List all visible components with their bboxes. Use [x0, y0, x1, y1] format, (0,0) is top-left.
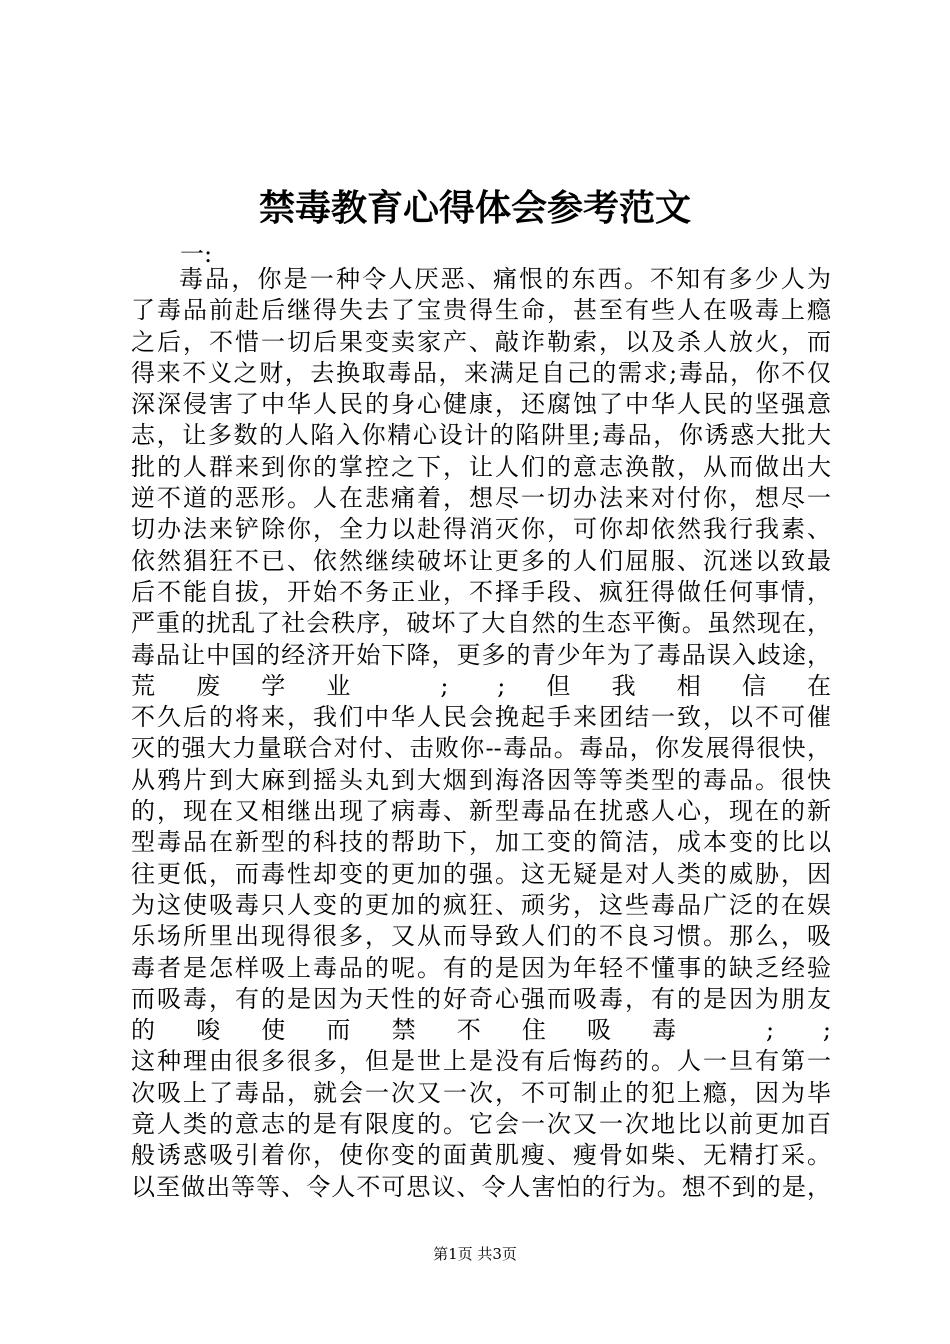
body-line: 这种理由很多很多，但是世上是没有后悔药的。人一旦有第一: [131, 1047, 831, 1076]
body-line: 毒品，你是一种令人厌恶、痛恨的东西。不知有多少人为: [179, 265, 831, 293]
body-line: 依然猖狂不已、依然继续破坏让更多的人们屈服、沉迷以致最: [131, 546, 831, 575]
body-line: 得来不义之财，去换取毒品，来满足自己的需求;毒品，你不仅: [131, 358, 831, 387]
body-line: 从鸦片到大麻到摇头丸到大烟到海洛因等等类型的毒品。很快: [131, 765, 831, 794]
body-line: 逆不道的恶形。人在悲痛着，想尽一切办法来对付你，想尽一: [131, 484, 831, 513]
document-title: 禁毒教育心得体会参考范文: [258, 188, 691, 229]
body-line: 为这使吸毒只人变的更加的疯狂、顽劣，这些毒品广泛的在娱: [131, 890, 831, 919]
section-label: 一:: [180, 240, 213, 268]
body-line: 的，现在又相继出现了病毒、新型毒品在扰惑人心，现在的新: [131, 797, 831, 826]
body-line: 毒品让中国的经济开始下降，更多的青少年为了毒品误入歧途，: [131, 640, 831, 669]
body-line: 以至做出等等、令人不可思议、令人害怕的行为。想不到的是，: [131, 1172, 831, 1201]
body-line: 往更低，而毒性却变的更加的强。这无疑是对人类的威胁，因: [131, 859, 831, 888]
body-line: 深深侵害了中华人民的身心健康，还腐蚀了中华人民的坚强意: [131, 390, 831, 419]
body-line: 型毒品在新型的科技的帮助下，加工变的简洁，成本变的比以: [131, 828, 831, 857]
body-line: 竟人类的意志的是有限度的。它会一次又一次地比以前更加百: [131, 1110, 831, 1139]
body-line: 般诱惑吸引着你，使你变的面黄肌瘦、瘦骨如柴、无精打采。: [131, 1141, 831, 1170]
body-line: 乐场所里出现得很多，又从而导致人们的不良习惯。那么，吸: [131, 922, 831, 951]
page-footer: 第1页 共3页: [433, 1245, 517, 1263]
body-line: 次吸上了毒品，就会一次又一次，不可制止的犯上瘾，因为毕: [131, 1078, 831, 1107]
body-line: 的唆使而禁不住吸毒 ; ;: [131, 1016, 831, 1045]
body-line: 而吸毒，有的是因为天性的好奇心强而吸毒，有的是因为朋友: [131, 984, 831, 1013]
body-line: 批的人群来到你的掌控之下，让人们的意志涣散，从而做出大: [131, 452, 831, 481]
body-line: 灭的强大力量联合对付、击败你--毒品。毒品，你发展得很快，: [131, 734, 831, 763]
body-line: 荒废学业 ; ;但我相信在: [131, 671, 831, 700]
body-line: 了毒品前赴后继得失去了宝贵得生命，甚至有些人在吸毒上瘾: [131, 296, 831, 325]
body-line: 毒者是怎样吸上毒品的呢。有的是因为年轻不懂事的缺乏经验: [131, 953, 831, 982]
body-line: 之后，不惜一切后果变卖家产、敲诈勒索，以及杀人放火，而: [131, 327, 831, 356]
body-line: 后不能自拔，开始不务正业，不择手段、疯狂得做任何事情，: [131, 577, 831, 606]
body-line: 严重的扰乱了社会秩序，破坏了大自然的生态平衡。虽然现在，: [131, 609, 831, 638]
body-line: 不久后的将来，我们中华人民会挽起手来团结一致，以不可催: [131, 703, 831, 732]
body-line: 切办法来铲除你，全力以赴得消灭你，可你却依然我行我素、: [131, 515, 831, 544]
body-text: [131, 264, 831, 1203]
body-line: 志，让多数的人陷入你精心设计的陷阱里;毒品，你诱惑大批大: [131, 421, 831, 450]
